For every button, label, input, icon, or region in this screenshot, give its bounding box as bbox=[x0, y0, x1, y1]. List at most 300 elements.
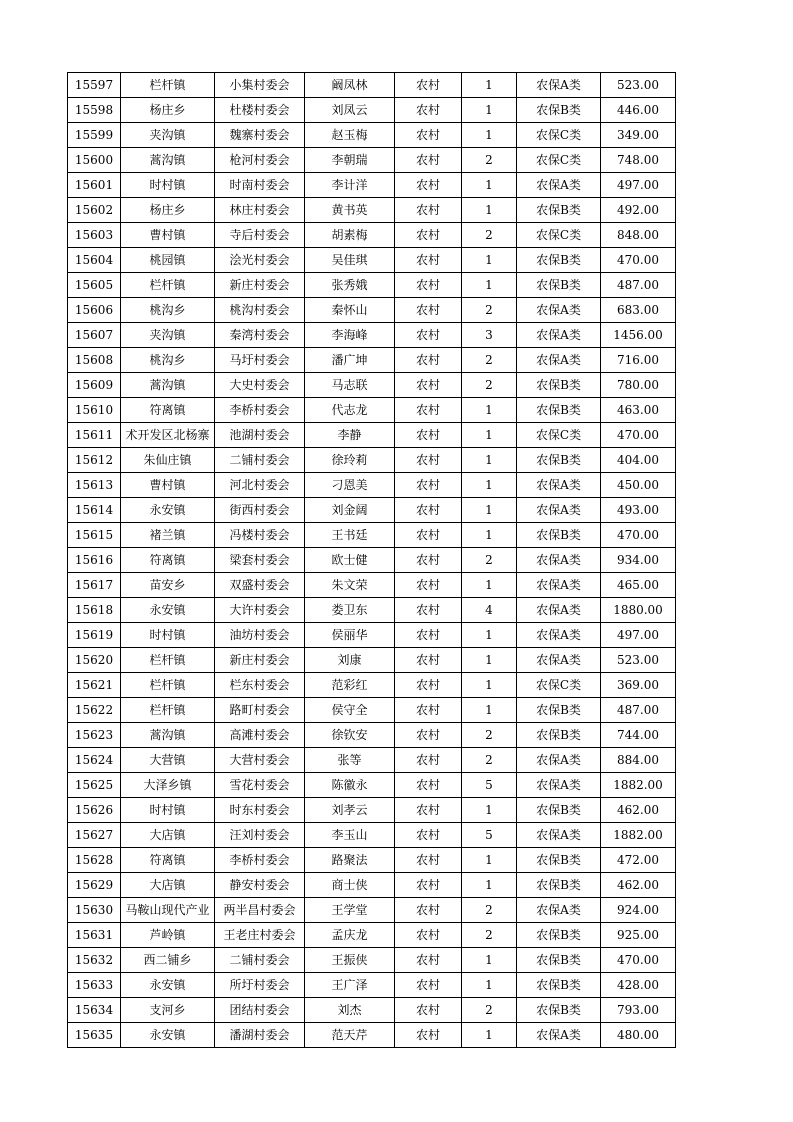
area-type-cell: 农村 bbox=[395, 498, 462, 523]
serial-cell: 15597 bbox=[68, 73, 121, 98]
area-type-cell: 农村 bbox=[395, 698, 462, 723]
insurance-class-cell: 农保B类 bbox=[517, 848, 601, 873]
township-cell bbox=[121, 123, 215, 148]
name-cell: 刘孝云 bbox=[305, 798, 395, 823]
household-count-cell: 2 bbox=[462, 298, 517, 323]
township-cell bbox=[121, 548, 215, 573]
township-text: 永安镇 bbox=[149, 603, 186, 617]
village-cell: 李桥村委会 bbox=[215, 398, 305, 423]
serial-cell: 15621 bbox=[68, 673, 121, 698]
township-cell bbox=[121, 623, 215, 648]
serial-cell: 15632 bbox=[68, 948, 121, 973]
household-count-cell: 2 bbox=[462, 373, 517, 398]
table-row bbox=[68, 473, 676, 498]
table-row bbox=[68, 123, 676, 148]
serial-cell: 15622 bbox=[68, 698, 121, 723]
amount-cell: 369.00 bbox=[601, 673, 676, 698]
insurance-class-cell: 农保A类 bbox=[517, 73, 601, 98]
township-cell bbox=[121, 223, 215, 248]
village-cell: 高滩村委会 bbox=[215, 723, 305, 748]
serial-cell: 15630 bbox=[68, 898, 121, 923]
household-count-cell: 1 bbox=[462, 948, 517, 973]
household-count-cell: 2 bbox=[462, 923, 517, 948]
area-type-cell: 农村 bbox=[395, 798, 462, 823]
township-cell bbox=[121, 573, 215, 598]
village-cell: 所圩村委会 bbox=[215, 973, 305, 998]
village-cell: 双盛村委会 bbox=[215, 573, 305, 598]
name-cell: 刘金阔 bbox=[305, 498, 395, 523]
village-cell: 秦湾村委会 bbox=[215, 323, 305, 348]
amount-cell: 497.00 bbox=[601, 623, 676, 648]
area-type-cell: 农村 bbox=[395, 573, 462, 598]
township-text: 栏杆镇 bbox=[149, 703, 186, 717]
area-type-cell: 农村 bbox=[395, 223, 462, 248]
township-text: 时村镇 bbox=[149, 803, 186, 817]
serial-cell: 15634 bbox=[68, 998, 121, 1023]
serial-cell: 15601 bbox=[68, 173, 121, 198]
amount-cell: 472.00 bbox=[601, 848, 676, 873]
township-text: 大泽乡镇 bbox=[143, 778, 192, 792]
village-cell: 路町村委会 bbox=[215, 698, 305, 723]
village-cell: 时南村委会 bbox=[215, 173, 305, 198]
table-row bbox=[68, 798, 676, 823]
household-count-cell: 2 bbox=[462, 748, 517, 773]
table-row bbox=[68, 548, 676, 573]
amount-cell: 446.00 bbox=[601, 98, 676, 123]
township-cell bbox=[121, 198, 215, 223]
household-count-cell: 1 bbox=[462, 973, 517, 998]
area-type-cell: 农村 bbox=[395, 298, 462, 323]
household-count-cell: 1 bbox=[462, 473, 517, 498]
insurance-class-cell: 农保B类 bbox=[517, 698, 601, 723]
name-cell: 欧士健 bbox=[305, 548, 395, 573]
village-cell: 汪刘村委会 bbox=[215, 823, 305, 848]
insurance-class-cell: 农保C类 bbox=[517, 123, 601, 148]
township-cell bbox=[121, 898, 215, 923]
insurance-class-cell: 农保A类 bbox=[517, 598, 601, 623]
name-cell: 朱文荣 bbox=[305, 573, 395, 598]
insurance-class-cell: 农保A类 bbox=[517, 298, 601, 323]
insurance-class-cell: 农保B类 bbox=[517, 273, 601, 298]
area-type-cell: 农村 bbox=[395, 673, 462, 698]
insurance-class-cell: 农保A类 bbox=[517, 1023, 601, 1048]
household-count-cell: 1 bbox=[462, 398, 517, 423]
area-type-cell: 农村 bbox=[395, 648, 462, 673]
table-row bbox=[68, 923, 676, 948]
township-text: 褚兰镇 bbox=[149, 528, 186, 542]
insurance-class-cell: 农保B类 bbox=[517, 798, 601, 823]
village-cell: 浍光村委会 bbox=[215, 248, 305, 273]
serial-cell: 15598 bbox=[68, 98, 121, 123]
township-text: 大营镇 bbox=[149, 753, 186, 767]
name-cell: 徐钦安 bbox=[305, 723, 395, 748]
amount-cell: 780.00 bbox=[601, 373, 676, 398]
area-type-cell: 农村 bbox=[395, 723, 462, 748]
serial-cell: 15608 bbox=[68, 348, 121, 373]
village-cell: 冯楼村委会 bbox=[215, 523, 305, 548]
serial-cell: 15625 bbox=[68, 773, 121, 798]
serial-cell: 15633 bbox=[68, 973, 121, 998]
amount-cell: 428.00 bbox=[601, 973, 676, 998]
insurance-class-cell: 农保A类 bbox=[517, 898, 601, 923]
insurance-class-cell: 农保A类 bbox=[517, 498, 601, 523]
township-cell bbox=[121, 598, 215, 623]
household-count-cell: 1 bbox=[462, 198, 517, 223]
township-cell bbox=[121, 848, 215, 873]
serial-cell: 15620 bbox=[68, 648, 121, 673]
township-cell bbox=[121, 348, 215, 373]
name-cell: 李静 bbox=[305, 423, 395, 448]
table-row bbox=[68, 498, 676, 523]
insurance-class-cell: 农保A类 bbox=[517, 348, 601, 373]
amount-cell: 462.00 bbox=[601, 798, 676, 823]
township-text: 西二铺乡 bbox=[143, 953, 192, 967]
township-cell bbox=[121, 1023, 215, 1048]
amount-cell: 683.00 bbox=[601, 298, 676, 323]
area-type-cell: 农村 bbox=[395, 98, 462, 123]
township-text: 马鞍山现代产业 bbox=[125, 903, 210, 917]
township-text: 苗安乡 bbox=[149, 578, 186, 592]
village-cell: 大史村委会 bbox=[215, 373, 305, 398]
township-text: 芦岭镇 bbox=[149, 928, 186, 942]
household-count-cell: 2 bbox=[462, 998, 517, 1023]
township-text: 永安镇 bbox=[149, 978, 186, 992]
name-cell: 黄书英 bbox=[305, 198, 395, 223]
household-count-cell: 1 bbox=[462, 1023, 517, 1048]
area-type-cell: 农村 bbox=[395, 1023, 462, 1048]
serial-cell: 15627 bbox=[68, 823, 121, 848]
village-cell: 雪花村委会 bbox=[215, 773, 305, 798]
area-type-cell: 农村 bbox=[395, 748, 462, 773]
name-cell: 路聚法 bbox=[305, 848, 395, 873]
amount-cell: 716.00 bbox=[601, 348, 676, 373]
table-row bbox=[68, 673, 676, 698]
table-row bbox=[68, 598, 676, 623]
serial-cell: 15617 bbox=[68, 573, 121, 598]
household-count-cell: 1 bbox=[462, 573, 517, 598]
village-cell: 河北村委会 bbox=[215, 473, 305, 498]
insurance-class-cell: 农保B类 bbox=[517, 373, 601, 398]
household-count-cell: 2 bbox=[462, 348, 517, 373]
serial-cell: 15628 bbox=[68, 848, 121, 873]
amount-cell: 523.00 bbox=[601, 73, 676, 98]
household-count-cell: 2 bbox=[462, 148, 517, 173]
township-text: 时村镇 bbox=[149, 628, 186, 642]
name-cell: 刁恩美 bbox=[305, 473, 395, 498]
household-count-cell: 1 bbox=[462, 848, 517, 873]
village-cell: 栏东村委会 bbox=[215, 673, 305, 698]
insurance-class-cell: 农保A类 bbox=[517, 623, 601, 648]
township-cell bbox=[121, 973, 215, 998]
table-row bbox=[68, 723, 676, 748]
serial-cell: 15606 bbox=[68, 298, 121, 323]
household-count-cell: 1 bbox=[462, 123, 517, 148]
amount-cell: 462.00 bbox=[601, 873, 676, 898]
township-text: 栏杆镇 bbox=[149, 278, 186, 292]
amount-cell: 487.00 bbox=[601, 273, 676, 298]
table-row bbox=[68, 73, 676, 98]
area-type-cell: 农村 bbox=[395, 273, 462, 298]
table-row bbox=[68, 323, 676, 348]
township-text: 杨庄乡 bbox=[149, 203, 186, 217]
table-row bbox=[68, 248, 676, 273]
name-cell: 刘康 bbox=[305, 648, 395, 673]
household-count-cell: 2 bbox=[462, 723, 517, 748]
township-cell bbox=[121, 323, 215, 348]
village-cell: 林庄村委会 bbox=[215, 198, 305, 223]
township-text: 桃园镇 bbox=[149, 253, 186, 267]
household-count-cell: 1 bbox=[462, 798, 517, 823]
table-row bbox=[68, 298, 676, 323]
township-text: 夹沟镇 bbox=[149, 128, 186, 142]
insurance-class-cell: 农保A类 bbox=[517, 548, 601, 573]
insurance-class-cell: 农保B类 bbox=[517, 248, 601, 273]
table-row bbox=[68, 98, 676, 123]
insurance-class-cell: 农保B类 bbox=[517, 448, 601, 473]
household-count-cell: 1 bbox=[462, 873, 517, 898]
serial-cell: 15616 bbox=[68, 548, 121, 573]
table-row bbox=[68, 848, 676, 873]
table-row bbox=[68, 998, 676, 1023]
area-type-cell: 农村 bbox=[395, 823, 462, 848]
area-type-cell: 农村 bbox=[395, 473, 462, 498]
amount-cell: 523.00 bbox=[601, 648, 676, 673]
township-text: 栏杆镇 bbox=[149, 653, 186, 667]
household-count-cell: 5 bbox=[462, 773, 517, 798]
area-type-cell: 农村 bbox=[395, 248, 462, 273]
name-cell: 张等 bbox=[305, 748, 395, 773]
insurance-class-cell: 农保B类 bbox=[517, 723, 601, 748]
household-count-cell: 1 bbox=[462, 273, 517, 298]
serial-cell: 15629 bbox=[68, 873, 121, 898]
township-text: 大店镇 bbox=[149, 878, 186, 892]
township-text: 大店镇 bbox=[149, 828, 186, 842]
village-cell: 二铺村委会 bbox=[215, 448, 305, 473]
village-cell: 大营村委会 bbox=[215, 748, 305, 773]
name-cell: 潘广坤 bbox=[305, 348, 395, 373]
amount-cell: 934.00 bbox=[601, 548, 676, 573]
table-row bbox=[68, 273, 676, 298]
serial-cell: 15611 bbox=[68, 423, 121, 448]
name-cell: 范彩红 bbox=[305, 673, 395, 698]
area-type-cell: 农村 bbox=[395, 898, 462, 923]
township-text: 桃沟乡 bbox=[149, 353, 186, 367]
amount-cell: 1882.00 bbox=[601, 823, 676, 848]
village-cell: 枪河村委会 bbox=[215, 148, 305, 173]
table-row bbox=[68, 973, 676, 998]
village-cell: 静安村委会 bbox=[215, 873, 305, 898]
serial-cell: 15615 bbox=[68, 523, 121, 548]
amount-cell: 349.00 bbox=[601, 123, 676, 148]
township-cell bbox=[121, 98, 215, 123]
village-cell: 马圩村委会 bbox=[215, 348, 305, 373]
table-row bbox=[68, 573, 676, 598]
serial-cell: 15600 bbox=[68, 148, 121, 173]
amount-cell: 1880.00 bbox=[601, 598, 676, 623]
household-count-cell: 1 bbox=[462, 523, 517, 548]
table-row bbox=[68, 873, 676, 898]
township-cell bbox=[121, 373, 215, 398]
table-row bbox=[68, 623, 676, 648]
household-count-cell: 2 bbox=[462, 223, 517, 248]
township-text: 栏杆镇 bbox=[149, 678, 186, 692]
area-type-cell: 农村 bbox=[395, 123, 462, 148]
area-type-cell: 农村 bbox=[395, 523, 462, 548]
amount-cell: 748.00 bbox=[601, 148, 676, 173]
township-cell bbox=[121, 498, 215, 523]
name-cell: 吴佳琪 bbox=[305, 248, 395, 273]
name-cell: 王书廷 bbox=[305, 523, 395, 548]
table-row bbox=[68, 823, 676, 848]
name-cell: 李玉山 bbox=[305, 823, 395, 848]
name-cell: 王学堂 bbox=[305, 898, 395, 923]
area-type-cell: 农村 bbox=[395, 998, 462, 1023]
name-cell: 侯守全 bbox=[305, 698, 395, 723]
area-type-cell: 农村 bbox=[395, 973, 462, 998]
village-cell: 两半昌村委会 bbox=[215, 898, 305, 923]
name-cell: 李朝瑞 bbox=[305, 148, 395, 173]
area-type-cell: 农村 bbox=[395, 373, 462, 398]
township-text: 符离镇 bbox=[149, 853, 186, 867]
township-cell bbox=[121, 298, 215, 323]
township-cell bbox=[121, 773, 215, 798]
insurance-class-cell: 农保A类 bbox=[517, 773, 601, 798]
township-cell bbox=[121, 248, 215, 273]
name-cell: 陈徽永 bbox=[305, 773, 395, 798]
amount-cell: 492.00 bbox=[601, 198, 676, 223]
township-cell bbox=[121, 73, 215, 98]
household-count-cell: 1 bbox=[462, 248, 517, 273]
area-type-cell: 农村 bbox=[395, 923, 462, 948]
township-cell bbox=[121, 798, 215, 823]
insurance-class-cell: 农保B类 bbox=[517, 198, 601, 223]
table-row bbox=[68, 523, 676, 548]
township-text: 朱仙庄镇 bbox=[143, 453, 192, 467]
township-cell bbox=[121, 273, 215, 298]
name-cell: 李计洋 bbox=[305, 173, 395, 198]
amount-cell: 493.00 bbox=[601, 498, 676, 523]
serial-cell: 15599 bbox=[68, 123, 121, 148]
insurance-class-cell: 农保B类 bbox=[517, 398, 601, 423]
insurance-class-cell: 农保C类 bbox=[517, 148, 601, 173]
village-cell: 二铺村委会 bbox=[215, 948, 305, 973]
serial-cell: 15619 bbox=[68, 623, 121, 648]
amount-cell: 470.00 bbox=[601, 248, 676, 273]
household-count-cell: 1 bbox=[462, 498, 517, 523]
area-type-cell: 农村 bbox=[395, 348, 462, 373]
household-count-cell: 2 bbox=[462, 548, 517, 573]
name-cell: 马志联 bbox=[305, 373, 395, 398]
village-cell: 油坊村委会 bbox=[215, 623, 305, 648]
area-type-cell: 农村 bbox=[395, 548, 462, 573]
table-row bbox=[68, 748, 676, 773]
township-text: 蒿沟镇 bbox=[149, 153, 186, 167]
serial-cell: 15607 bbox=[68, 323, 121, 348]
table-row bbox=[68, 173, 676, 198]
table-row bbox=[68, 1023, 676, 1048]
amount-cell: 470.00 bbox=[601, 948, 676, 973]
village-cell: 新庄村委会 bbox=[215, 648, 305, 673]
township-text: 蒿沟镇 bbox=[149, 378, 186, 392]
village-cell: 小集村委会 bbox=[215, 73, 305, 98]
township-cell bbox=[121, 398, 215, 423]
household-count-cell: 1 bbox=[462, 448, 517, 473]
serial-cell: 15604 bbox=[68, 248, 121, 273]
township-text: 曹村镇 bbox=[149, 228, 186, 242]
village-cell: 寺后村委会 bbox=[215, 223, 305, 248]
name-cell: 胡素梅 bbox=[305, 223, 395, 248]
amount-cell: 450.00 bbox=[601, 473, 676, 498]
name-cell: 徐玲莉 bbox=[305, 448, 395, 473]
amount-cell: 404.00 bbox=[601, 448, 676, 473]
township-cell bbox=[121, 698, 215, 723]
amount-cell: 1882.00 bbox=[601, 773, 676, 798]
township-text: 时村镇 bbox=[149, 178, 186, 192]
area-type-cell: 农村 bbox=[395, 448, 462, 473]
name-cell: 王振侠 bbox=[305, 948, 395, 973]
household-count-cell: 1 bbox=[462, 698, 517, 723]
name-cell: 代志龙 bbox=[305, 398, 395, 423]
serial-cell: 15609 bbox=[68, 373, 121, 398]
table-row bbox=[68, 648, 676, 673]
village-cell: 池湖村委会 bbox=[215, 423, 305, 448]
name-cell: 张秀娥 bbox=[305, 273, 395, 298]
village-cell: 大许村委会 bbox=[215, 598, 305, 623]
table-row bbox=[68, 423, 676, 448]
village-cell: 时东村委会 bbox=[215, 798, 305, 823]
township-text: 曹村镇 bbox=[149, 478, 186, 492]
amount-cell: 744.00 bbox=[601, 723, 676, 748]
serial-cell: 15612 bbox=[68, 448, 121, 473]
village-cell: 杜楼村委会 bbox=[215, 98, 305, 123]
serial-cell: 15613 bbox=[68, 473, 121, 498]
area-type-cell: 农村 bbox=[395, 148, 462, 173]
township-cell bbox=[121, 948, 215, 973]
household-count-cell: 1 bbox=[462, 423, 517, 448]
table-body bbox=[68, 73, 676, 1048]
serial-cell: 15623 bbox=[68, 723, 121, 748]
name-cell: 阚凤林 bbox=[305, 73, 395, 98]
township-cell bbox=[121, 723, 215, 748]
amount-cell: 463.00 bbox=[601, 398, 676, 423]
household-count-cell: 1 bbox=[462, 98, 517, 123]
name-cell: 李海峰 bbox=[305, 323, 395, 348]
amount-cell: 884.00 bbox=[601, 748, 676, 773]
household-count-cell: 1 bbox=[462, 173, 517, 198]
area-type-cell: 农村 bbox=[395, 773, 462, 798]
area-type-cell: 农村 bbox=[395, 323, 462, 348]
area-type-cell: 农村 bbox=[395, 398, 462, 423]
insurance-class-cell: 农保A类 bbox=[517, 323, 601, 348]
household-count-cell: 2 bbox=[462, 898, 517, 923]
amount-cell: 1456.00 bbox=[601, 323, 676, 348]
household-count-cell: 4 bbox=[462, 598, 517, 623]
name-cell: 秦怀山 bbox=[305, 298, 395, 323]
insurance-class-cell: 农保A类 bbox=[517, 473, 601, 498]
amount-cell: 497.00 bbox=[601, 173, 676, 198]
name-cell: 范天芹 bbox=[305, 1023, 395, 1048]
table-row bbox=[68, 198, 676, 223]
township-cell bbox=[121, 923, 215, 948]
amount-cell: 848.00 bbox=[601, 223, 676, 248]
area-type-cell: 农村 bbox=[395, 598, 462, 623]
township-cell bbox=[121, 423, 215, 448]
table-row bbox=[68, 773, 676, 798]
village-cell: 潘湖村委会 bbox=[215, 1023, 305, 1048]
serial-cell: 15603 bbox=[68, 223, 121, 248]
area-type-cell: 农村 bbox=[395, 173, 462, 198]
amount-cell: 470.00 bbox=[601, 423, 676, 448]
